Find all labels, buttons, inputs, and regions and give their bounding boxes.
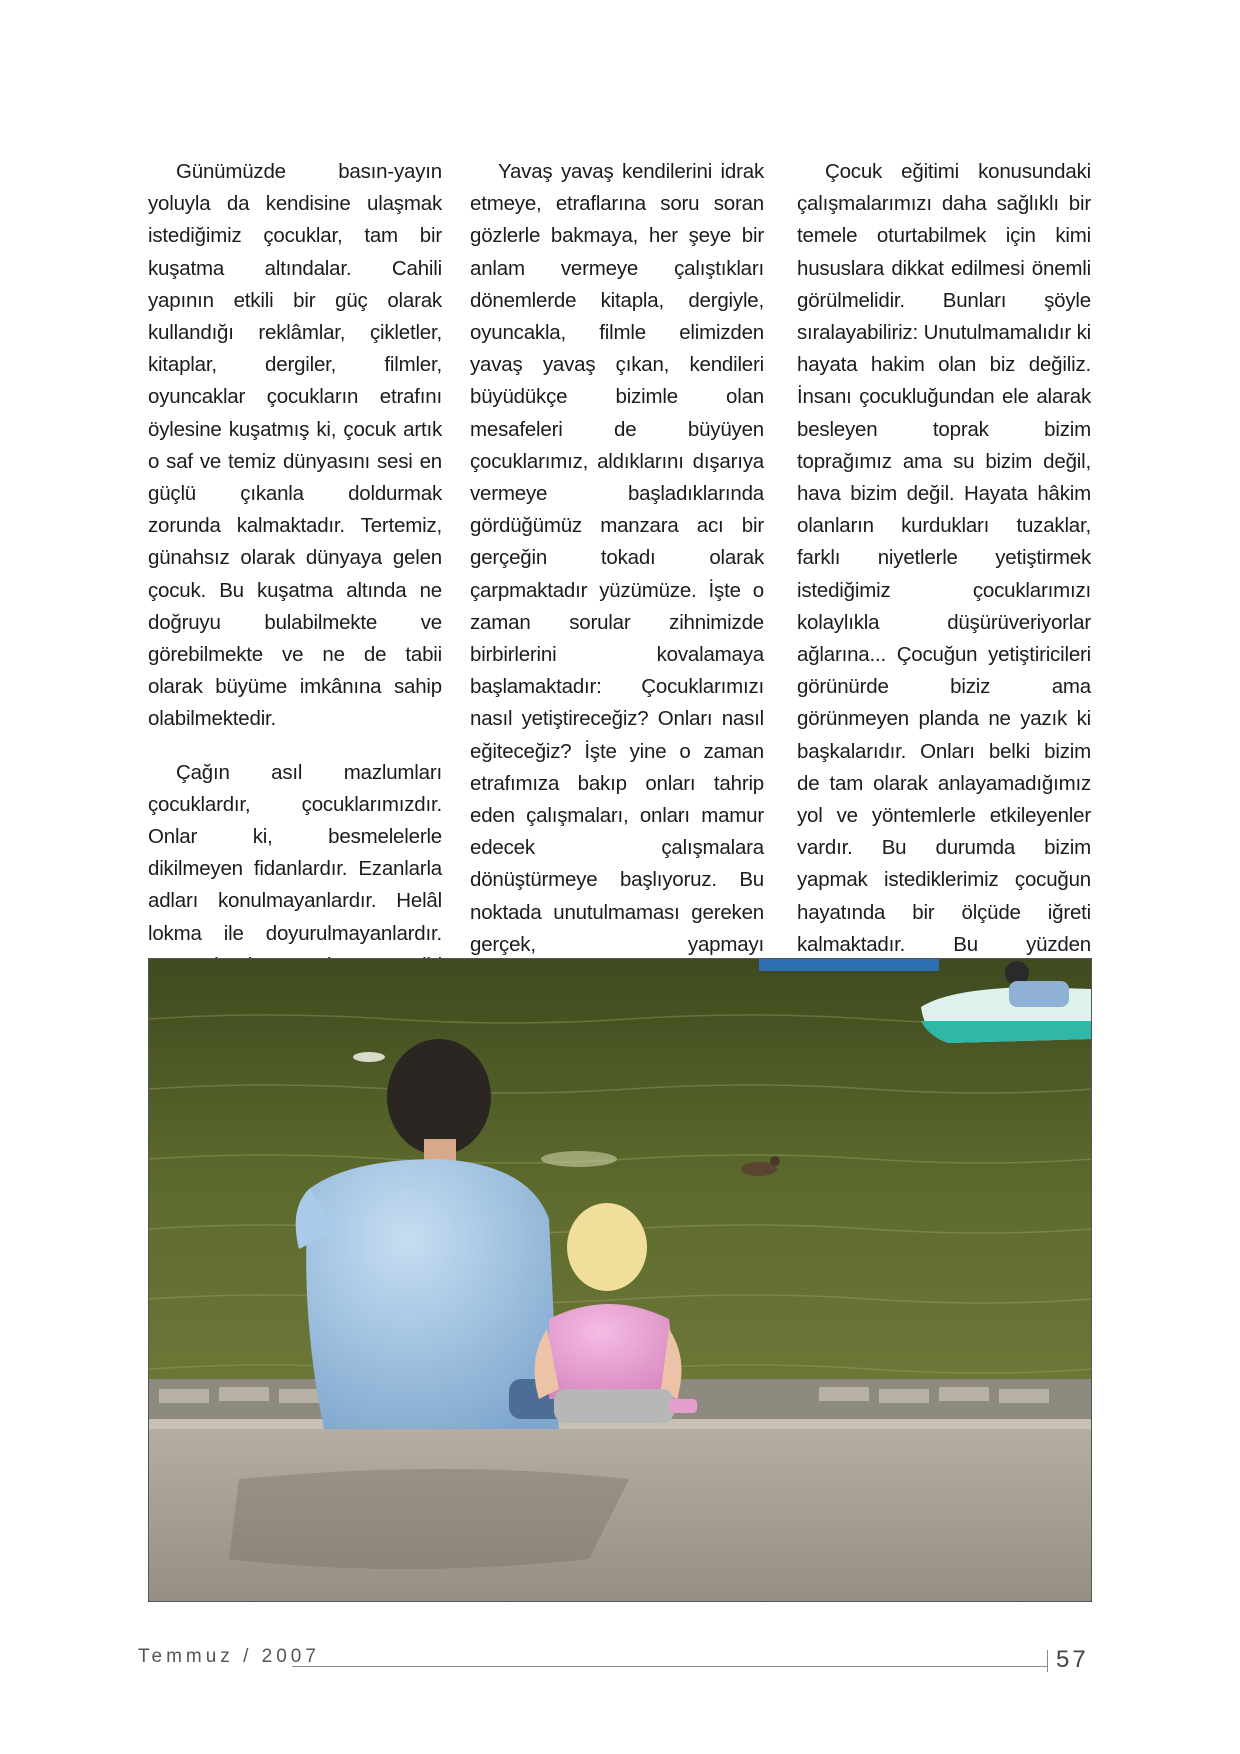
footer-divider [1047, 1650, 1048, 1672]
footer-rule [292, 1666, 1047, 1667]
paragraph: Çocuk eğitimi konusundaki çalışmalarımızı daha sağlıklı bir temele oturtabilmek için kimi hususlara dikkat edilmesi önemli görülmelidir. Bunları şöyle sıralayabiliriz: Unutulmamalıdır ki hayata hakim olan biz değiliz. İnsanı çocukluğundan ele alarak besleyen toprak bizim toprağımız ama su bizim değil, hava bizim değil. Hayata hâkim olanların kurdukları tuzaklar, farklı niyetlerle yetiştirmek istediğimiz çocuklarımızı kolaylıkla düşürüveriyorlar ağlarına... Çocuğun yetiştiricileri görünürde biziz ama görünmeyen planda ne yazık ki başkalarıdır. Onları belki bizim de tam olarak anlayamadığımız yol ve yöntemlerle etkileyenler vardır. Bu durumda bizim yapmak istediklerimiz çocuğun hayatında bir ölçüde iğreti kalmaktadır. Bu yüzden [797, 160, 1091, 956]
text-column-3 [797, 156, 1091, 1046]
text-column-2 [470, 156, 764, 1079]
paragraph: Günümüzde basın-yayın yoluyla da kendisine ulaşmak istediğimiz çocuklar, tam bir kuşatma altındalar. Cahili yapının etkili bir güç olarak kullandığı reklâmlar, çikletler, kitaplar, dergiler, filmler, oyuncaklar çocukların etrafını öylesine kuşatmış ki, çocuk artık o saf ve temiz dünyasını sesi en güçlü çıkanla doldurmak zorunda kalmaktadır. Tertemiz, günahsız olarak dünyaya gelen çocuk. Bu kuşatma altında ne doğruyu bulabilmekte ve görebilmekte ve ne de tabii olarak büyüme imkânına sahip olabilmektedir. [148, 160, 442, 731]
issue-date: Temmuz / 2007 [138, 1646, 320, 1667]
paragraph: Yavaş yavaş kendilerini idrak etmeye, etraflarına soru soran gözlerle bakmaya, her şeye bir anlam vermeye çalıştıkları dönemlerde kitapla, dergiyle, oyuncakla, filmle elimizden yavaş yavaş çıkan, kendileri büyüdükçe bizimle olan mesafeleri de büyüyen çocuklarımız, aldıklarını dışarıya vermeye başladıklarında gördüğümüz manzara acı bir gerçeğin tokadı olarak çarpmaktadır yüzümüze. İşte o zaman sorular zihnimizde birbirlerini kovalamaya başlamaktadır: Çocuklarımızı nasıl yetiştireceğiz? Onları nasıl eğiteceğiz? İşte yine o zaman etrafımıza bakıp onları tahrip eden çalışmaları, onları mamur edecek çalışmalara dönüştürmeye başlıyoruz. Bu noktada unutulmaması gereken gerçek, yapmayı [470, 160, 764, 956]
page-number: 57 [1056, 1646, 1089, 1673]
father-daughter-lake-photo [148, 958, 1092, 1602]
paragraph: Çağın asıl mazlumları çocuklardır, çocuklarımızdır. Onlar ki, besmelelerle dikilmeyen fidanlardır. Ezanlarla adları konulmayanlardır. Helâl lokma ile doyurulmayanlardır. [148, 760, 442, 945]
photo-illustration [149, 959, 1092, 1602]
